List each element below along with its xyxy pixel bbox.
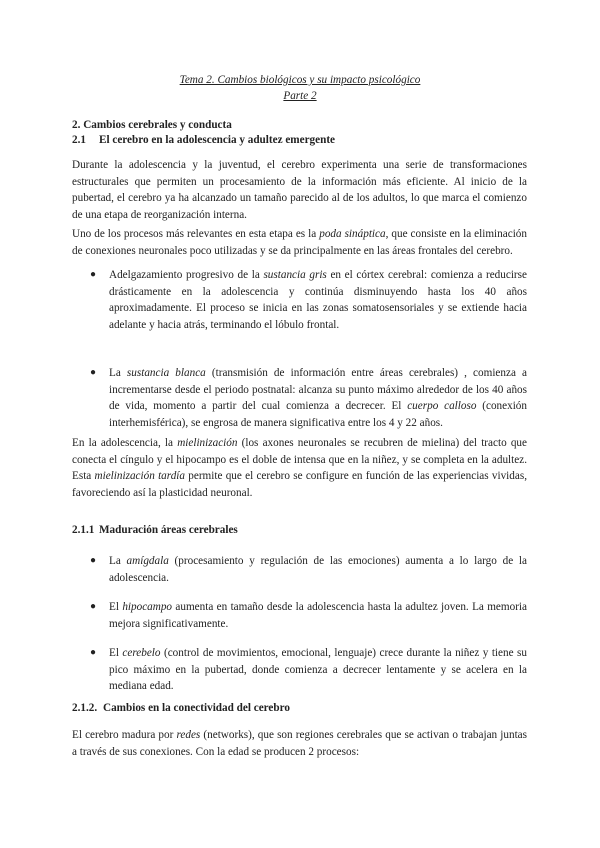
section-heading-2-1-2 [72, 700, 290, 717]
text-run: En la adolescencia, la [72, 437, 178, 449]
text-run: (transmisión de información entre áreas cerebrales) , comienza a incrementarse desde el periodo postnatal: alcanza su punto máximo alrededor de los 40 años de vida, momento a partir del cual comienza a decrecer. El [109, 367, 527, 413]
list-item-text [109, 365, 527, 431]
text-run: El [109, 601, 123, 613]
text-run: en el córtex cerebral: comienza a reducirse drásticamente en la adolescencia y continúa disminuyendo hasta los 40 años aproximadamente. El proceso se inicia en las zonas somatosensoriales y se extiende hacia adelante y hacia atrás, terminando el lóbulo frontal. [109, 269, 527, 331]
term-sustancia-gris: sustancia gris [263, 269, 327, 281]
section-number: 2.1.1 [72, 524, 95, 536]
text-run: Uno de los procesos más relevantes en esta etapa es la [72, 228, 320, 240]
term-redes: redes [176, 729, 201, 741]
list-item-text [109, 553, 527, 586]
section-title: Cambios en la conectividad del cerebro [103, 702, 290, 714]
text-run: (networks), que son regiones cerebrales que se activan o trabajan juntas a través de sus conexiones. Con la edad se producen 2 procesos: [72, 729, 527, 758]
term-hipocampo: hipocampo [122, 601, 173, 613]
paragraph-intro: Durante la adolescencia y la juventud, el cerebro experimenta una serie de transformaciones estructurales que permiten un procesamiento de la información más eficiente. Al inicio de la pubertad, el cerebro ya ha alcanzado un tamaño parecido al de los adultos, lo que marca el comienzo de una etapa de reorganización interna. [72, 159, 527, 221]
term-amigdala: amígdala [126, 555, 169, 567]
term-cerebelo: cerebelo [122, 647, 161, 659]
text-run: (control de movimientos, emocional, lenguaje) crece durante la niñez y tiene su pico máximo en la pubertad, donde comienza a decrecer lentamente y se acelera en la mediana edad. [109, 647, 527, 693]
section-heading-2: 2. Cambios cerebrales y conducta [72, 119, 232, 131]
section-title: Maduración áreas cerebrales [99, 524, 238, 536]
document-subtitle: Parte 2 [283, 90, 317, 102]
bullet-icon: ● [90, 647, 97, 658]
section-heading-2-1-1 [72, 522, 238, 539]
list-item-text [109, 599, 527, 632]
paragraph-poda [72, 226, 527, 259]
text-run: aumenta en tamaño desde la adolescencia hasta la adultez joven. La memoria mejora significativamente. [109, 601, 527, 630]
text-run: La [109, 367, 127, 379]
section-number: 2.1 [72, 134, 86, 146]
text-run: , que consiste en la eliminación de conexiones neuronales poco utilizadas y se da principalmente en las áreas frontales del cerebro. [72, 228, 527, 257]
term-poda-sinaptica: poda sináptica [319, 228, 386, 240]
text-run: (procesamiento y regulación de las emociones) aumenta a lo largo de la adolescencia. [109, 555, 527, 584]
text-run: Adelgazamiento progresivo de la [109, 269, 264, 281]
section-title: El cerebro en la adolescencia y adultez emergente [99, 134, 336, 146]
text-run: (los axones neuronales se recubren de mielina) del tracto que conecta el cíngulo y el hipocampo es el doble de intensa que en la niñez, y se completa en la adultez. Esta [72, 437, 527, 483]
text-run: (conexión interhemisférica), se engrosa de manera significativa entre los 4 y 22 años. [109, 400, 527, 429]
text-run: El [109, 647, 123, 659]
document-title: Tema 2. Cambios biológicos y su impacto psicológico [179, 74, 421, 86]
bullet-icon: ● [90, 367, 97, 378]
text-run: El cerebro madura por [72, 729, 177, 741]
list-item-text [109, 645, 527, 695]
bullet-icon: ● [90, 601, 97, 612]
section-number: 2.1.2. [72, 702, 98, 714]
term-mielinizacion: mielinización [177, 437, 238, 449]
bullet-icon: ● [90, 555, 97, 566]
text-run: La [109, 555, 127, 567]
term-cuerpo-calloso: cuerpo calloso [407, 400, 477, 413]
term-sustancia-blanca: sustancia blanca [126, 367, 206, 379]
text-run: permite que el cerebro se configure en función de las experiencias vividas, favoreciendo así la plasticidad neuronal. [72, 470, 528, 499]
term-mielinizacion-tardia: mielinización tardía [94, 470, 186, 483]
paragraph-redes [72, 727, 527, 760]
paragraph-mielinizacion [72, 435, 527, 501]
list-item-text [109, 267, 527, 333]
bullet-icon: ● [90, 269, 97, 280]
section-heading-2-1 [72, 132, 335, 149]
